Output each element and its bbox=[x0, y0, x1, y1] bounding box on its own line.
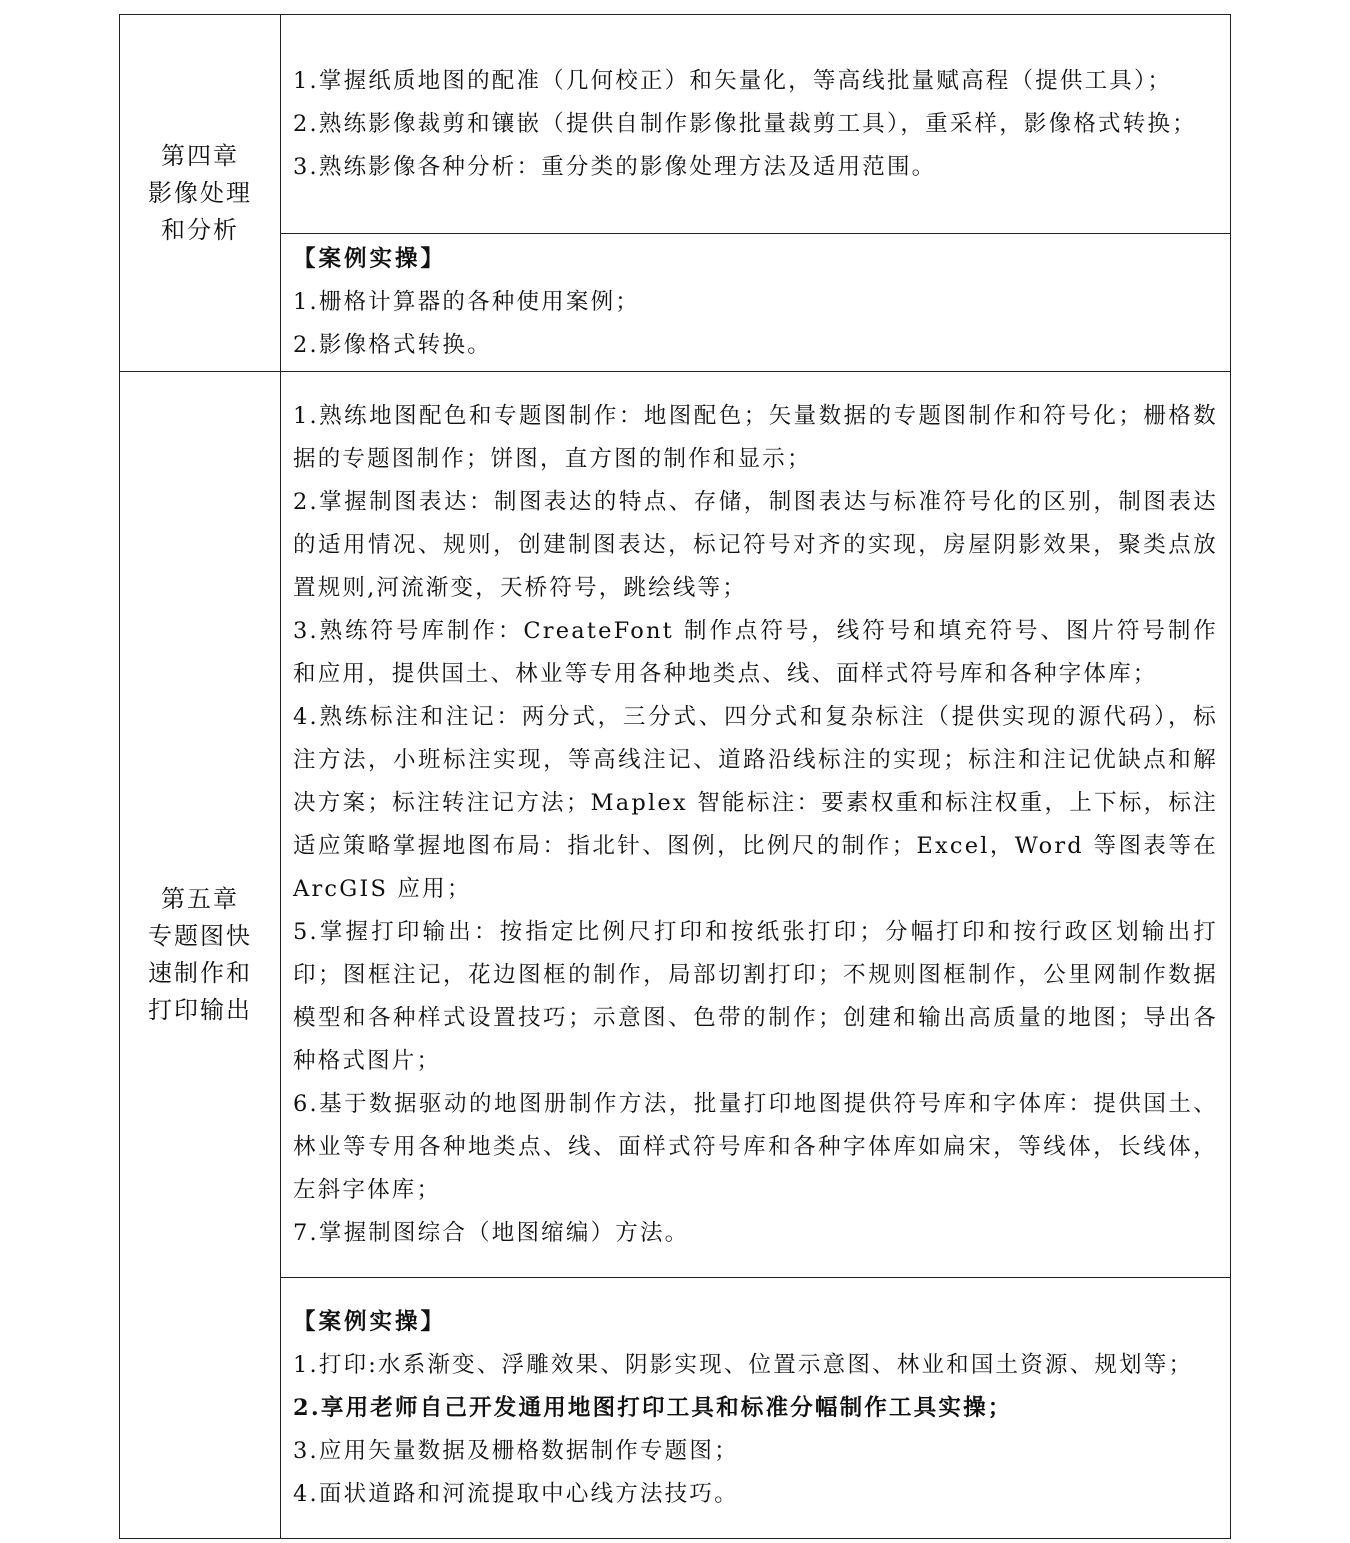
chapter-5-title-cell bbox=[120, 372, 281, 1539]
chapter-4-case: 2.影像格式转换。 bbox=[293, 332, 492, 358]
chapter-4-item: 1.掌握纸质地图的配准（几何校正）和矢量化，等高线批量赋高程（提供工具）； bbox=[293, 67, 1173, 94]
chapter-4-item: 3.熟练影像各种分析：重分类的影像处理方法及适用范围。 bbox=[293, 153, 937, 180]
chapter-5-item: 5.掌握打印输出：按指定比例尺打印和按纸张打印；分幅打印和按行政区划输出打印；图框注记，花边图框的制作，局部切割打印；不规则图框制作，公里网制作数据模型和各种样式设置技巧；示意图、色带的制作；创建和输出高质量的地图；导出各种格式图片； bbox=[293, 918, 1218, 1074]
curriculum-table bbox=[119, 14, 1231, 1539]
chapter-4-title-cell bbox=[120, 15, 281, 372]
chapter-5-case: 1.打印:水系渐变、浮雕效果、阴影实现、位置示意图、林业和国土资源、规划等； bbox=[293, 1351, 1194, 1378]
chapter-4-title-line: 影像处理 bbox=[148, 178, 252, 207]
chapter-4-title-line: 和分析 bbox=[161, 215, 239, 244]
chapter-4-cases-cell bbox=[281, 234, 1231, 372]
chapter-5-item: 1.熟练地图配色和专题图制作：地图配色；矢量数据的专题图制作和符号化；栅格数据的专题图制作；饼图，直方图的制作和显示； bbox=[293, 402, 1218, 472]
chapter-5-item: 2.掌握制图表达：制图表达的特点、存储，制图表达与标准符号化的区别，制图表达的适用情况、规则，创建制图表达，标记符号对齐的实现，房屋阴影效果，聚类点放置规则,河流渐变，天桥符号，跳绘线等； bbox=[293, 488, 1218, 601]
chapter-4-item: 2.熟练影像裁剪和镶嵌（提供自制作影像批量裁剪工具），重采样，影像格式转换； bbox=[293, 110, 1197, 137]
chapter-5-title-line: 速制作和 bbox=[148, 959, 252, 987]
case-heading: 【案例实操】 bbox=[293, 246, 447, 272]
chapter-4-case-row bbox=[120, 234, 1231, 372]
chapter-5-case: 3.应用矢量数据及栅格数据制作专题图； bbox=[293, 1437, 739, 1464]
chapter-5-item: 6.基于数据驱动的地图册制作方法，批量打印地图提供符号库和字体库：提供国土、林业等专用各种地类点、线、面样式符号库和各种字体库如扁宋，等线体，长线体，左斜字体库； bbox=[293, 1090, 1218, 1203]
chapter-5-title-line: 第五章 bbox=[161, 885, 239, 913]
chapter-5-case: 4.面状道路和河流提取中心线方法技巧。 bbox=[293, 1480, 739, 1507]
chapter-5-item: 3.熟练符号库制作：CreateFont 制作点符号，线符号和填充符号、图片符号制作和应用，提供国土、林业等专用各种地类点、线、面样式符号库和各种字体库； bbox=[293, 617, 1218, 687]
chapter-5-content-row bbox=[120, 372, 1231, 1278]
chapter-4-items-cell bbox=[281, 15, 1231, 234]
chapter-5-title-line: 专题图快 bbox=[148, 922, 252, 950]
chapter-5-item: 7.掌握制图综合（地图缩编）方法。 bbox=[293, 1219, 690, 1246]
case-heading: 【案例实操】 bbox=[293, 1308, 447, 1335]
chapter-5-title-line: 打印输出 bbox=[148, 996, 252, 1024]
chapter-5-cases-cell bbox=[281, 1278, 1231, 1539]
chapter-5-items-cell bbox=[281, 372, 1231, 1278]
chapter-5-case-row bbox=[120, 1278, 1231, 1539]
chapter-5-item: 4.熟练标注和注记：两分式，三分式、四分式和复杂标注（提供实现的源代码），标注方法，小班标注实现，等高线注记、道路沿线标注的实现；标注和注记优缺点和解决方案；标注转注记方法；Maplex 智能标注：要素权重和标注权重，上下标，标注适应策略掌握地图布局：指北针、图例，比例尺的制作；Excel，Word 等图表等在 ArcGIS 应用； bbox=[293, 703, 1218, 902]
chapter-4-case: 1.栅格计算器的各种使用案例； bbox=[293, 289, 640, 315]
chapter-5-case: 2.享用老师自己开发通用地图打印工具和标准分幅制作工具实操； bbox=[293, 1394, 1013, 1421]
chapter-4-title-line: 第四章 bbox=[161, 141, 239, 170]
chapter-4-content-row bbox=[120, 15, 1231, 234]
